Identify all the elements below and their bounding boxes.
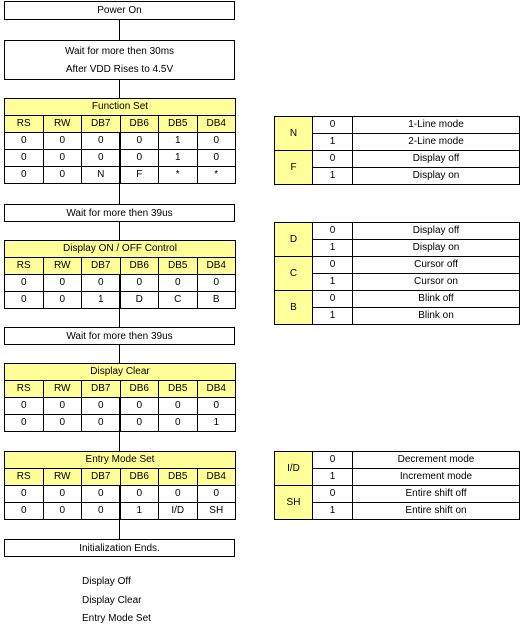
header-row [5,258,236,275]
legend-meaning: Display off [353,151,520,168]
table-cell: 0 [5,415,44,432]
table-cell: F [120,167,159,184]
column-header: RS [5,258,44,275]
vdd-rise-label: After VDD Rises to 4.5V [65,63,174,75]
table-title: Display ON / OFF Control [5,241,236,258]
header-row [5,116,236,133]
table-cell: 0 [197,275,236,292]
legend-value: 0 [313,291,353,308]
table-cell: 0 [43,398,82,415]
table-cell: 0 [82,398,121,415]
table-cell: 1 [82,292,121,309]
legend-d-c-b-table [274,222,520,325]
table-row [5,486,236,503]
table-cell: 0 [43,292,82,309]
column-header: DB7 [82,469,121,486]
table-cell: * [159,167,198,184]
table-cell: 0 [82,133,121,150]
column-header: DB5 [159,381,198,398]
column-header: RS [5,381,44,398]
table-cell: 0 [82,275,121,292]
table-cell: SH [197,503,236,520]
title-row [5,364,236,381]
display-control-table [4,240,236,309]
column-header: DB6 [120,469,159,486]
entry-mode-table [4,451,236,520]
table-cell: 0 [197,133,236,150]
init-ends-label: Initialization Ends. [79,542,160,554]
table-cell: 1 [159,133,198,150]
header-row [5,469,236,486]
table-cell: 0 [5,167,44,184]
column-header: DB6 [120,381,159,398]
legend-row [275,117,520,134]
column-header: RW [43,258,82,275]
legend-row [275,257,520,274]
legend-meaning: 2-Line mode [353,134,520,151]
wait-39us-box-1 [4,204,235,222]
column-header: RS [5,116,44,133]
wait-39us-box-2 [4,327,235,345]
column-header: DB6 [120,116,159,133]
legend-id-sh-table [274,451,520,520]
legend-meaning: Blink on [353,308,520,325]
table-cell: B [197,292,236,309]
table-cell: 0 [120,133,159,150]
table-cell: 0 [5,292,44,309]
table-cell: 0 [197,150,236,167]
table-row [5,275,236,292]
wait-39us-label-2: Wait for more then 39us [66,330,173,342]
table-cell: 0 [5,486,44,503]
table-cell: 0 [120,486,159,503]
legend-value: 1 [313,240,353,257]
power-on-box [4,1,235,20]
wait-39us-label-1: Wait for more then 39us [66,207,173,219]
table-cell: 0 [120,150,159,167]
note-display-clear: Display Clear [82,595,142,606]
table-cell: 0 [82,415,121,432]
legend-value: 0 [313,452,353,469]
column-header: DB5 [159,258,198,275]
table-cell: 0 [159,275,198,292]
table-cell: 1 [159,150,198,167]
table-row [5,292,236,309]
table-cell: I/D [159,503,198,520]
legend-value: 1 [313,134,353,151]
table-cell: 0 [82,486,121,503]
table-cell: 1 [197,415,236,432]
legend-meaning: 1-Line mode [353,117,520,134]
table-cell: 0 [43,133,82,150]
table-cell: 0 [43,503,82,520]
column-header: DB6 [120,258,159,275]
column-header: RW [43,469,82,486]
legend-field-name: I/D [275,452,313,486]
table-row [5,398,236,415]
table-cell: 0 [159,398,198,415]
legend-n-f-table [274,116,520,185]
table-row [5,415,236,432]
column-header: DB4 [197,116,236,133]
legend-row [275,291,520,308]
init-ends-box [4,539,235,557]
table-cell: 1 [120,503,159,520]
table-cell: 0 [5,503,44,520]
table-cell: 0 [43,486,82,503]
legend-row [275,452,520,469]
table-cell: 0 [197,486,236,503]
legend-field-name: F [275,151,313,185]
column-header: DB7 [82,381,121,398]
table-cell: N [82,167,121,184]
table-cell: 0 [43,167,82,184]
legend-field-name: B [275,291,313,325]
table-cell: C [159,292,198,309]
table-cell: 0 [5,275,44,292]
column-header: DB7 [82,116,121,133]
legend-value: 0 [313,151,353,168]
column-header: DB4 [197,469,236,486]
table-cell: 0 [5,150,44,167]
title-row [5,241,236,258]
table-cell: D [120,292,159,309]
legend-meaning: Cursor off [353,257,520,274]
table-title: Display Clear [5,364,236,381]
column-header: DB5 [159,469,198,486]
table-cell: 0 [82,503,121,520]
legend-value: 0 [313,117,353,134]
table-cell: 0 [159,415,198,432]
legend-meaning: Entire shift off [353,486,520,503]
legend-meaning: Decrement mode [353,452,520,469]
wait-30ms-label: Wait for more then 30ms [64,45,175,57]
legend-row [275,151,520,168]
column-header: DB7 [82,258,121,275]
table-cell: 0 [120,415,159,432]
legend-field-name: C [275,257,313,291]
table-cell: 0 [120,275,159,292]
display-clear-table [4,363,236,432]
legend-value: 1 [313,308,353,325]
legend-meaning: Display on [353,168,520,185]
note-display-off: Display Off [82,576,131,587]
legend-value: 0 [313,257,353,274]
table-cell: 0 [197,398,236,415]
table-cell: 0 [43,150,82,167]
legend-field-name: N [275,117,313,151]
table-row [5,133,236,150]
legend-field-name: SH [275,486,313,520]
legend-field-name: D [275,223,313,257]
header-row [5,381,236,398]
legend-meaning: Entire shift on [353,503,520,520]
note-entry-mode-set: Entry Mode Set [82,613,151,624]
legend-meaning: Increment mode [353,469,520,486]
table-cell: 0 [43,415,82,432]
legend-row [275,223,520,240]
legend-meaning: Display on [353,240,520,257]
column-header: DB4 [197,258,236,275]
table-cell: 0 [43,275,82,292]
table-cell: 0 [159,486,198,503]
title-row [5,452,236,469]
legend-value: 1 [313,503,353,520]
legend-meaning: Display off [353,223,520,240]
legend-meaning: Blink off [353,291,520,308]
table-cell: * [197,167,236,184]
legend-row [275,486,520,503]
legend-value: 0 [313,223,353,240]
table-title: Function Set [5,99,236,116]
column-header: RW [43,116,82,133]
table-title: Entry Mode Set [5,452,236,469]
table-row [5,167,236,184]
column-header: RW [43,381,82,398]
table-row [5,150,236,167]
table-cell: 0 [82,150,121,167]
column-header: DB4 [197,381,236,398]
function-set-table [4,98,236,184]
table-cell: 0 [5,133,44,150]
legend-value: 1 [313,469,353,486]
table-cell: 0 [120,398,159,415]
column-header: DB5 [159,116,198,133]
legend-value: 1 [313,168,353,185]
column-header: RS [5,469,44,486]
legend-meaning: Cursor on [353,274,520,291]
wait-30ms-box [4,40,235,80]
title-row [5,99,236,116]
table-cell: 0 [5,398,44,415]
table-row [5,503,236,520]
power-on-label: Power On [97,5,142,16]
legend-value: 1 [313,274,353,291]
legend-value: 0 [313,486,353,503]
